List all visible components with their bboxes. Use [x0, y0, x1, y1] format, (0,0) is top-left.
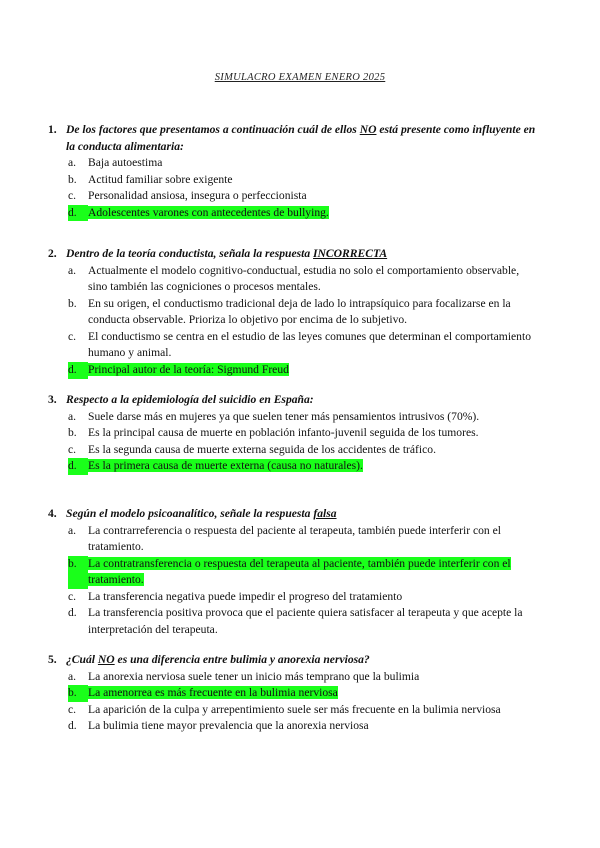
option-1b: b. Actitud familiar sobre exigente — [68, 172, 233, 186]
question-3-number: 3. — [48, 393, 57, 406]
option-5d: d. La bulimia tiene mayor prevalencia que la anorexia nerviosa — [68, 719, 369, 733]
question-4-emphasis: falsa — [313, 507, 337, 520]
option-1c: c. Personalidad ansiosa, insegura o perfeccionista — [68, 189, 307, 203]
question-4-heading: 4. Según el modelo psicoanalítico, señale la respuesta falsa — [48, 506, 538, 523]
question-5 — [48, 652, 538, 735]
question-3 — [48, 392, 538, 475]
option-2b: b. En su origen, el conductismo tradicional deja de lado lo intrapsíquico para focalizarse en la conducta observable. Prioriza lo objetivo por encima de lo subjetivo. — [68, 296, 511, 327]
option-3d-correct: d. Es la primera causa de muerte externa (causa no naturales). — [48, 458, 538, 475]
question-4-options — [48, 523, 538, 639]
page-title: SIMULACRO EXAMEN ENERO 2025 — [214, 72, 386, 83]
question-1-number: 1. — [48, 123, 57, 136]
option-5a: a. La anorexia nerviosa suele tener un inicio más temprano que la bulimia — [68, 669, 420, 683]
question-5-options — [48, 669, 538, 735]
option-4a: a. La contrarreferencia o respuesta del paciente al terapeuta, también puede interferir con el tratamiento. — [68, 523, 501, 554]
question-2-emphasis: INCORRECTA — [313, 247, 388, 260]
option-2a: a. Actualmente el modelo cognitivo-conductual, estudia no solo el comportamiento observable, sino también las cogniciones o procesos mentales. — [68, 263, 520, 294]
question-5-heading: 5. ¿Cuál NO es una diferencia entre bulimia y anorexia nerviosa? — [48, 652, 538, 669]
question-3-options — [48, 409, 538, 475]
option-2d-correct: d. Principal autor de la teoría: Sigmund Freud — [48, 362, 538, 379]
option-4b-correct: b. La contratransferencia o respuesta del terapeuta al paciente, también puede interferir con el tratamiento. — [48, 556, 538, 589]
option-3a: a. Suele darse más en mujeres ya que suelen tener más pensamientos intrusivos (70%). — [68, 409, 480, 423]
question-2-number: 2. — [48, 247, 57, 260]
question-5-emphasis: NO — [97, 653, 115, 666]
question-5-number: 5. — [48, 653, 57, 666]
question-1-heading: 1. De los factores que presentamos a continuación cuál de ellos NO está presente como influyente en la conducta alimentaria: — [48, 122, 538, 155]
option-3c: c. Es la segunda causa de muerte externa seguida de los accidentes de tráfico. — [68, 442, 436, 456]
question-4 — [48, 506, 538, 639]
option-4d: d. La transferencia positiva provoca que el paciente quiera satisfacer al terapeuta y que acepte la interpretación del terapeuta. — [68, 606, 523, 637]
question-3-heading: 3. Respecto a la epidemiología del suicidio en España: — [48, 392, 538, 409]
option-5c: c. La aparición de la culpa y arrepentimiento suele ser más frecuente en la bulimia nerviosa — [68, 702, 501, 716]
question-2 — [48, 246, 538, 379]
option-2c: c. El conductismo se centra en el estudio de las leyes comunes que determinan el comportamiento humano y animal. — [68, 329, 531, 360]
option-5b-correct: b. La amenorrea es más frecuente en la bulimia nerviosa — [48, 685, 538, 702]
question-2-heading: 2. Dentro de la teoría conductista, señala la respuesta INCORRECTA — [48, 246, 538, 263]
question-1-options — [48, 155, 538, 221]
option-3b: b. Es la principal causa de muerte en población infanto-juvenil seguida de los tumores. — [68, 426, 479, 440]
question-4-number: 4. — [48, 507, 57, 520]
option-4c: c. La transferencia negativa puede impedir el progreso del tratamiento — [68, 589, 403, 603]
question-2-options — [48, 263, 538, 379]
option-1d-correct: d. Adolescentes varones con antecedentes de bullying. — [48, 205, 538, 222]
option-1a: a. Baja autoestima — [68, 156, 163, 169]
question-1 — [48, 122, 538, 221]
question-1-emphasis: NO — [359, 123, 377, 136]
